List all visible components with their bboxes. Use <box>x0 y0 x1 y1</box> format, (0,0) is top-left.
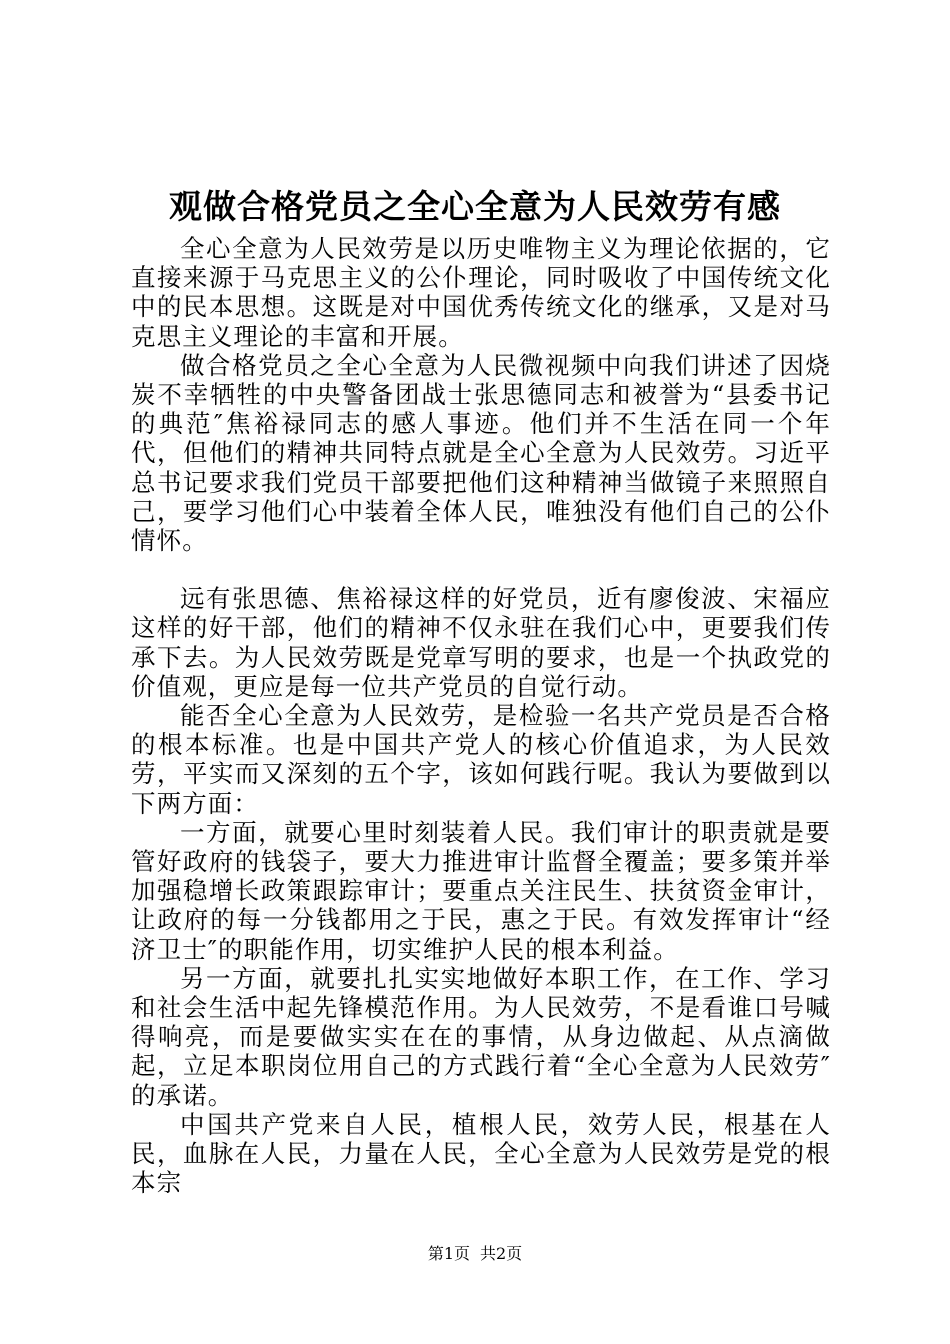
paragraph-3: 远有张思德、焦裕禄这样的好党员，近有廖俊波、宋福应这样的好干部，他们的精神不仅永驻在我们心中，更要我们传承下去。为人民效劳既是党章写明的要求，也是一个执政党的价值观，更应是每一位共产党员的自觉行动。 <box>131 584 831 701</box>
paragraph-4: 能否全心全意为人民效劳，是检验一名共产党员是否合格的根本标准。也是中国共产党人的核心价值追求，为人民效劳，平实而又深刻的五个字，该如何践行呢。我认为要做到以下两方面： <box>131 701 831 818</box>
paragraph-7: 中国共产党来自人民，植根人民，效劳人民，根基在人民，血脉在人民，力量在人民，全心全意为人民效劳是党的根本宗 <box>131 1109 831 1198</box>
paragraph-6: 另一方面，就要扎扎实实地做好本职工作，在工作、学习和社会生活中起先锋模范作用。为人民效劳，不是看谁口号喊得响亮，而是要做实实在在的事情，从身边做起、从点滴做起，立足本职岗位用自己的方式践行着“全心全意为人民效劳″的承诺。 <box>131 963 831 1110</box>
paragraph-spacer <box>131 555 831 584</box>
page-number-total: 共2页 <box>480 1244 523 1263</box>
paragraph-1: 全心全意为人民效劳是以历史唯物主义为理论依据的，它直接来源于马克思主义的公仆理论，同时吸收了中国传统文化中的民本思想。这既是对中国优秀传统文化的继承，又是对马克思主义理论的丰富和开展。 <box>131 234 831 351</box>
document-body <box>131 234 831 1198</box>
page-number-current: 第1页 <box>427 1244 470 1263</box>
document-title: 观做合格党员之全心全意为人民效劳有感 <box>169 187 781 226</box>
paragraph-5: 一方面，就要心里时刻装着人民。我们审计的职责就是要管好政府的钱袋子，要大力推进审计监督全覆盖；要多策并举加强稳增长政策跟踪审计；要重点关注民生、扶贫资金审计，让政府的每一分钱都用之于民，惠之于民。有效发挥审计“经济卫士″的职能作用，切实维护人民的根本利益。 <box>131 817 831 964</box>
page-footer <box>0 1243 950 1265</box>
paragraph-2: 做合格党员之全心全意为人民微视频中向我们讲述了因烧炭不幸牺牲的中央警备团战士张思德同志和被誉为“县委书记的典范″焦裕禄同志的感人事迹。他们并不生活在同一个年代，但他们的精神共同特点就是全心全意为人民效劳。习近平总书记要求我们党员干部要把他们这种精神当做镜子来照照自己，要学习他们心中装着全体人民，唯独没有他们自己的公仆情怀。 <box>131 350 831 556</box>
